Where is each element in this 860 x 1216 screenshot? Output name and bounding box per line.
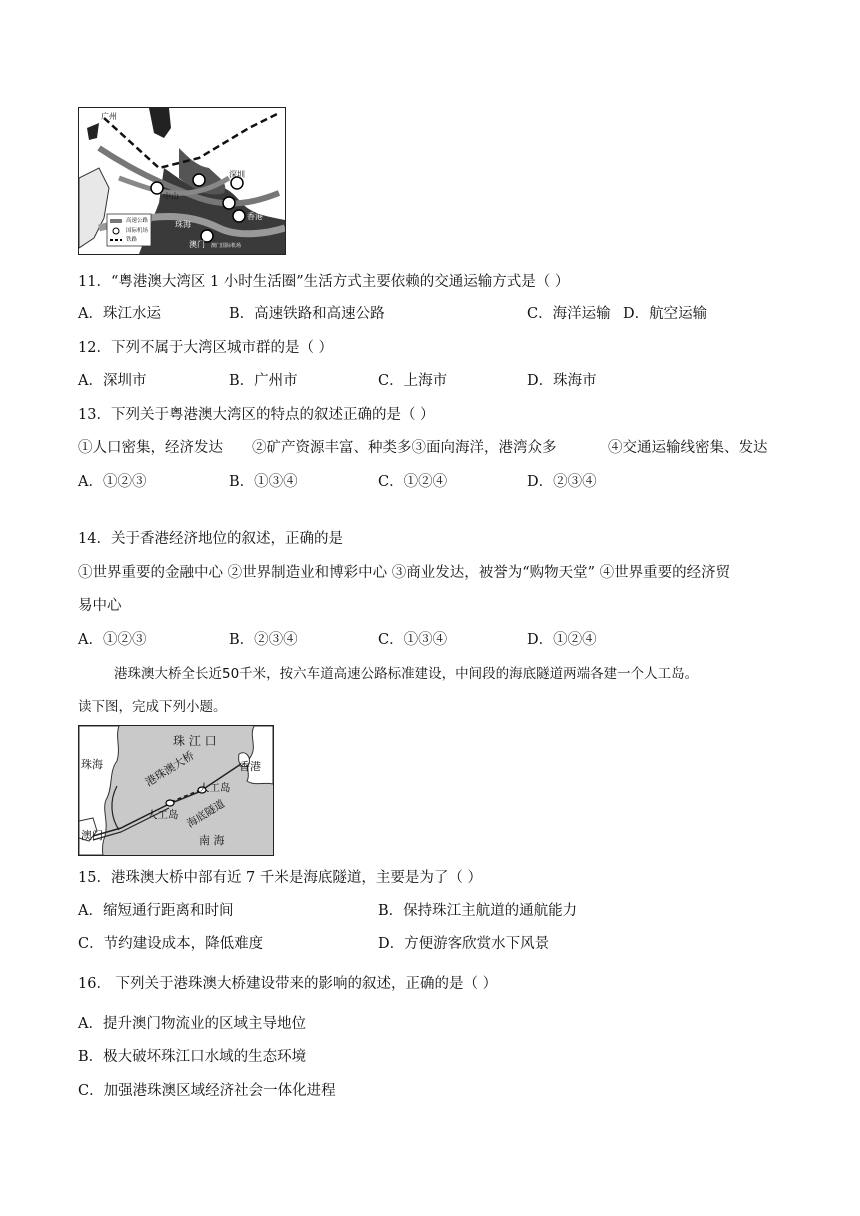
question-14-option-a[interactable]: A．①②③ (78, 632, 147, 648)
question-16-option-a[interactable]: A．提升澳门物流业的区域主导地位 (78, 1016, 306, 1032)
passage-line-2: 读下图，完成下列小题。 (78, 699, 227, 715)
passage-line-1: 港珠澳大桥全长近50千米，按六车道高速公路标准建设，中间段的海底隧道两端各建一个人工岛。 (114, 666, 699, 682)
map1-label-guangzhou: 广州 (101, 112, 117, 121)
question-16-option-b[interactable]: B．极大破坏珠江口水域的生态环境 (78, 1049, 307, 1065)
question-11-option-c[interactable]: C．海洋运输 (527, 306, 611, 322)
map1-label-zhongshan: 中山 (163, 192, 179, 201)
question-13-statement-2: ②矿产资源丰富、种类多③面向海洋，港湾众多 (252, 440, 557, 456)
bay-area-map-graphic (79, 108, 285, 254)
question-14-statement-line-1: ①世界重要的金融中心 ②世界制造业和博彩中心 ③商业发达，被誉为“购物天堂” ④世界重要的经济贸 (78, 565, 731, 581)
question-13-option-c[interactable]: C．①②④ (378, 474, 448, 490)
question-12-stem: 12．下列不属于大湾区城市群的是（ ） (78, 340, 334, 356)
question-15-option-a[interactable]: A．缩短通行距离和时间 (78, 903, 234, 919)
map1-label-hongkong: 香港 (247, 212, 263, 221)
map1-legend-railway: 铁路 (126, 237, 138, 243)
question-15-option-d[interactable]: D．方便游客欣赏水下风景 (378, 936, 550, 952)
map2-label-bridge: 港珠澳大桥 (143, 748, 197, 790)
map2-label-zhuhai: 珠海 (81, 758, 103, 771)
question-15-stem: 15．港珠澳大桥中部有近 7 千米是海底隧道，主要是为了（ ） (78, 870, 483, 886)
question-14-option-d[interactable]: D．①②④ (527, 632, 597, 648)
map1-label-shenzhen: 深圳 (229, 170, 245, 179)
map1-label-macau: 澳门 (189, 240, 205, 249)
map1-legend-airport: 国际机场 (126, 228, 149, 234)
question-15-option-b[interactable]: B．保持珠江主航道的通航能力 (378, 903, 578, 919)
question-12-option-b[interactable]: B．广州市 (229, 373, 298, 389)
map2-label-hongkong: 香港 (239, 760, 261, 773)
map2-label-island-2: 人工岛 (147, 809, 179, 821)
question-14-statement-line-2: 易中心 (78, 598, 122, 614)
question-14-stem: 14．关于香港经济地位的叙述，正确的是 (78, 531, 343, 547)
map2-label-island-1: 人工岛 (199, 782, 231, 794)
question-11-option-d[interactable]: D．航空运输 (623, 306, 708, 322)
question-11-stem: 11．“粤港澳大湾区 1 小时生活圈”生活方式主要依赖的交通运输方式是（ ） (78, 274, 570, 290)
map2-label-tunnel: 海底隧道 (185, 797, 227, 831)
question-12-option-a[interactable]: A．深圳市 (78, 373, 147, 389)
question-11-option-a[interactable]: A．珠江水运 (78, 306, 161, 322)
bay-area-transport-map (78, 107, 286, 255)
question-14-option-c[interactable]: C．①③④ (378, 632, 448, 648)
map2-label-macau: 澳门 (81, 829, 103, 842)
question-13-statement-3: ④交通运输线密集、发达 (608, 440, 768, 456)
question-13-option-a[interactable]: A．①②③ (78, 474, 147, 490)
map1-label-zhuhai: 珠海 (175, 220, 191, 229)
hzmb-bridge-map (78, 725, 274, 856)
map2-label-estuary: 珠 江 口 (173, 734, 217, 748)
question-16-stem: 16． 下列关于港珠澳大桥建设带来的影响的叙述，正确的是（ ） (78, 976, 498, 992)
question-13-statement-1: ①人口密集，经济发达 (78, 440, 223, 456)
question-11-option-b[interactable]: B．高速铁路和高速公路 (229, 306, 385, 322)
map1-legend-highway: 高速公路 (126, 218, 149, 224)
question-13-option-b[interactable]: B．①③④ (229, 474, 298, 490)
map1-label-macau-airport: 澳门国际机场 (211, 243, 242, 249)
question-14-option-b[interactable]: B．②③④ (229, 632, 298, 648)
question-15-option-c[interactable]: C．节约建设成本，降低难度 (78, 936, 264, 952)
question-12-option-c[interactable]: C．上海市 (378, 373, 448, 389)
question-12-option-d[interactable]: D．珠海市 (527, 373, 597, 389)
question-16-option-c[interactable]: C．加强港珠澳区域经济社会一体化进程 (78, 1083, 336, 1099)
map2-label-south-sea: 南 海 (199, 834, 225, 847)
question-13-option-d[interactable]: D．②③④ (527, 474, 597, 490)
question-13-stem: 13．下列关于粤港澳大湾区的特点的叙述正确的是（ ） (78, 407, 435, 423)
